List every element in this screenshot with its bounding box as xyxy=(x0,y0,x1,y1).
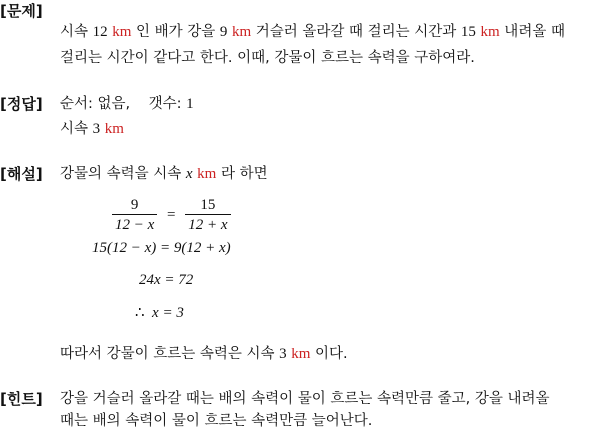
answer-line-1: 순서: 없음, 갯수: 1 xyxy=(60,96,194,112)
therefore-symbol: ∴ xyxy=(135,305,145,321)
hint-line-1: 강을 거슬러 올라갈 때는 배의 속력이 물이 흐르는 속력만큼 줄고, 강을 내려올 xyxy=(60,391,550,407)
equation-1: $\frac{9}{12 - x}$ = $\frac{15}{12 + x}$ xyxy=(112,196,231,235)
explanation-label: [해설] xyxy=(0,165,43,183)
equation-3: 24x = 72 xyxy=(139,272,194,288)
unit-km: km xyxy=(291,346,311,362)
unit-km: km xyxy=(232,24,252,40)
hint-label: [힌트] xyxy=(0,390,43,408)
unit-km: km xyxy=(112,24,132,40)
explanation-intro: 강물의 속력을 시속 x km 라 하면 xyxy=(60,166,268,182)
explanation-conclusion: 따라서 강물이 흐르는 속력은 시속 3 km 이다. xyxy=(60,346,348,362)
answer-label: [정답] xyxy=(0,95,43,113)
equation-2: 15(12 − x) = 9(12 + x) xyxy=(92,240,231,256)
problem-label: [문제] xyxy=(0,2,43,20)
hint-line-2: 때는 배의 속력이 물이 흐르는 속력만큼 늘어난다. xyxy=(60,413,373,429)
equation-4: ∴ x = 3 xyxy=(135,305,184,321)
unit-km: km xyxy=(480,24,500,40)
answer-line-2: 시속 3 km xyxy=(60,121,124,137)
unit-km: km xyxy=(104,121,124,137)
problem-line-1: 시속 12 km 인 배가 강을 9 km 거슬러 올라갈 때 걸리는 시간과 15 km 내려올 때 xyxy=(60,24,565,40)
problem-line-2: 걸리는 시간이 같다고 한다. 이때, 강물이 흐르는 속력을 구하여라. xyxy=(60,50,475,66)
unit-km: km xyxy=(197,166,217,182)
